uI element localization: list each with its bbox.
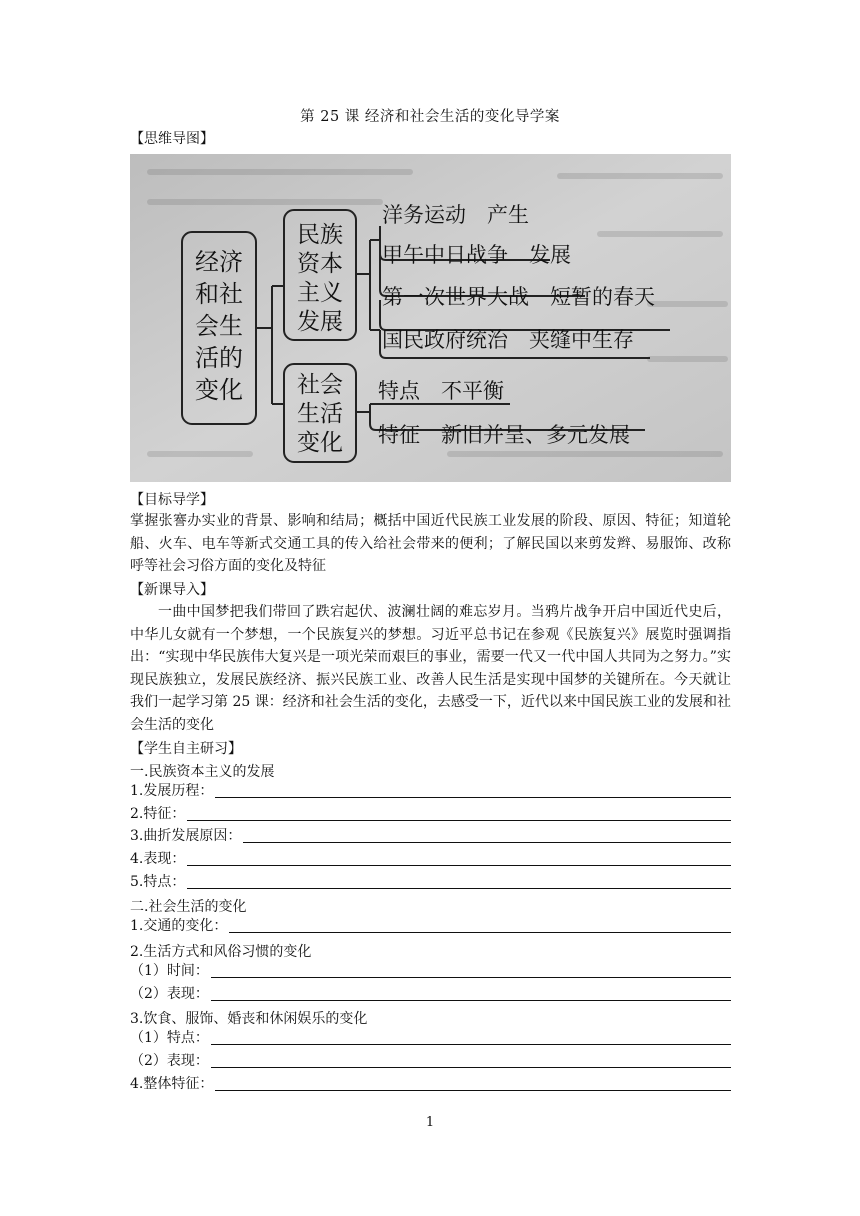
page-number: 1: [425, 1115, 435, 1130]
fill-in-row[interactable]: [130, 825, 731, 847]
answer-line[interactable]: [187, 864, 731, 866]
fill-in-row[interactable]: [130, 780, 731, 802]
fill-in-label: 3.曲折发展原因：: [130, 828, 242, 844]
root-line: 会生: [195, 312, 243, 340]
leaf-item: 特点 不平衡: [378, 379, 504, 403]
section-heading-study: 【学生自主研习】: [130, 741, 242, 757]
fill-in-label: （2）表现：: [130, 1053, 209, 1069]
mindmap-diagram: [130, 154, 731, 482]
fill-in-row[interactable]: [130, 983, 731, 1005]
fill-in-row[interactable]: [130, 848, 731, 870]
fill-in-row[interactable]: [130, 803, 731, 825]
root-line: 和社: [195, 280, 243, 308]
fill-in-label: 2.特征：: [130, 806, 186, 822]
life-heading: 2.生活方式和风俗习惯的变化: [130, 944, 312, 960]
root-line: 经济: [195, 248, 243, 276]
fill-in-label: 5.特点：: [130, 874, 186, 890]
fill-in-label: （2）表现：: [130, 986, 209, 1002]
fill-in-row[interactable]: [130, 960, 731, 982]
fill-in-row[interactable]: [130, 1050, 731, 1072]
answer-line[interactable]: [211, 976, 731, 978]
answer-line[interactable]: [187, 887, 731, 889]
leaf-item: 国民政府统治 夹缝中生存: [382, 328, 634, 352]
fill-in-row[interactable]: [130, 1027, 731, 1049]
fill-in-label: 1.发展历程：: [130, 783, 214, 799]
answer-line[interactable]: [215, 1089, 731, 1091]
branch2-line: 生活: [297, 401, 343, 427]
section-heading-mindmap: 【思维导图】: [130, 131, 214, 147]
intro-paragraph: 一曲中国梦把我们带回了跌宕起伏、波澜壮阔的难忘岁月。当鸦片战争开启中国近代史后，中华儿女就有一个梦想，一个民族复兴的梦想。习近平总书记在参观《民族复兴》展览时强调指出：“实现中华民族伟大复兴是一项光荣而艰巨的事业，需要一代又一代中国人共同为之努力。”实现民族独立，发展民族经济、振兴民族工业、改善人民生活是实现中国梦的关键所在。今天就让我们一起学习第 25 课：经济和社会生活的变化，去感受一下，近代以来中国民族工业的发展和社会生活的变化: [130, 604, 731, 733]
fill-in-row[interactable]: [130, 915, 731, 937]
section-heading-goals: 【目标导学】: [130, 492, 214, 508]
branch1-line: 民族: [297, 222, 343, 248]
branch-label-social: [297, 372, 343, 456]
part1-heading: 一.民族资本主义的发展: [130, 764, 275, 780]
fill-in-label: 1.交通的变化：: [130, 918, 228, 934]
answer-line[interactable]: [229, 931, 731, 933]
goals-paragraph: 掌握张謇办实业的背景、影响和结局；概括中国近代民族工业发展的阶段、原因、特征；知道轮船、火车、电车等新式交通工具的传入给社会带来的便利；了解民国以来剪发辫、易服饰、改称呼等社会习俗方面的变化及特征: [130, 513, 731, 574]
fill-in-label: （1）特点：: [130, 1030, 209, 1046]
fill-in-row[interactable]: [130, 871, 731, 893]
leaf-item: 第一次世界大战 短暂的春天: [382, 285, 655, 309]
leaf-item: 特征 新旧并呈、多元发展: [378, 423, 630, 447]
page-title: 第 25 课 经济和社会生活的变化导学案: [300, 109, 560, 125]
answer-line[interactable]: [211, 999, 731, 1001]
branch1-line: 主义: [297, 280, 343, 306]
part2-heading: 二.社会生活的变化: [130, 899, 247, 915]
mindmap-photo: [130, 154, 731, 482]
answer-line[interactable]: [211, 1066, 731, 1068]
answer-line[interactable]: [187, 819, 731, 821]
leaf-item: 甲午中日战争 发展: [382, 243, 571, 267]
leaf-item: 洋务运动 产生: [382, 203, 529, 227]
root-line: 活的: [195, 344, 243, 372]
branch2-line: 社会: [297, 372, 343, 398]
answer-line[interactable]: [211, 1043, 731, 1045]
fill-in-label: （1）时间：: [130, 963, 209, 979]
answer-line[interactable]: [243, 841, 731, 843]
root-line: 变化: [195, 376, 243, 404]
food-heading: 3.饮食、服饰、婚丧和休闲娱乐的变化: [130, 1011, 368, 1027]
section-heading-intro: 【新课导入】: [130, 582, 214, 598]
fill-in-label: 4.整体特征：: [130, 1076, 214, 1092]
branch2-line: 变化: [297, 430, 343, 456]
fill-in-label: 4.表现：: [130, 851, 186, 867]
branch1-line: 发展: [297, 309, 343, 335]
root-label: [195, 248, 243, 404]
answer-line[interactable]: [215, 796, 731, 798]
fill-in-row[interactable]: [130, 1073, 731, 1095]
branch1-line: 资本: [297, 251, 343, 277]
